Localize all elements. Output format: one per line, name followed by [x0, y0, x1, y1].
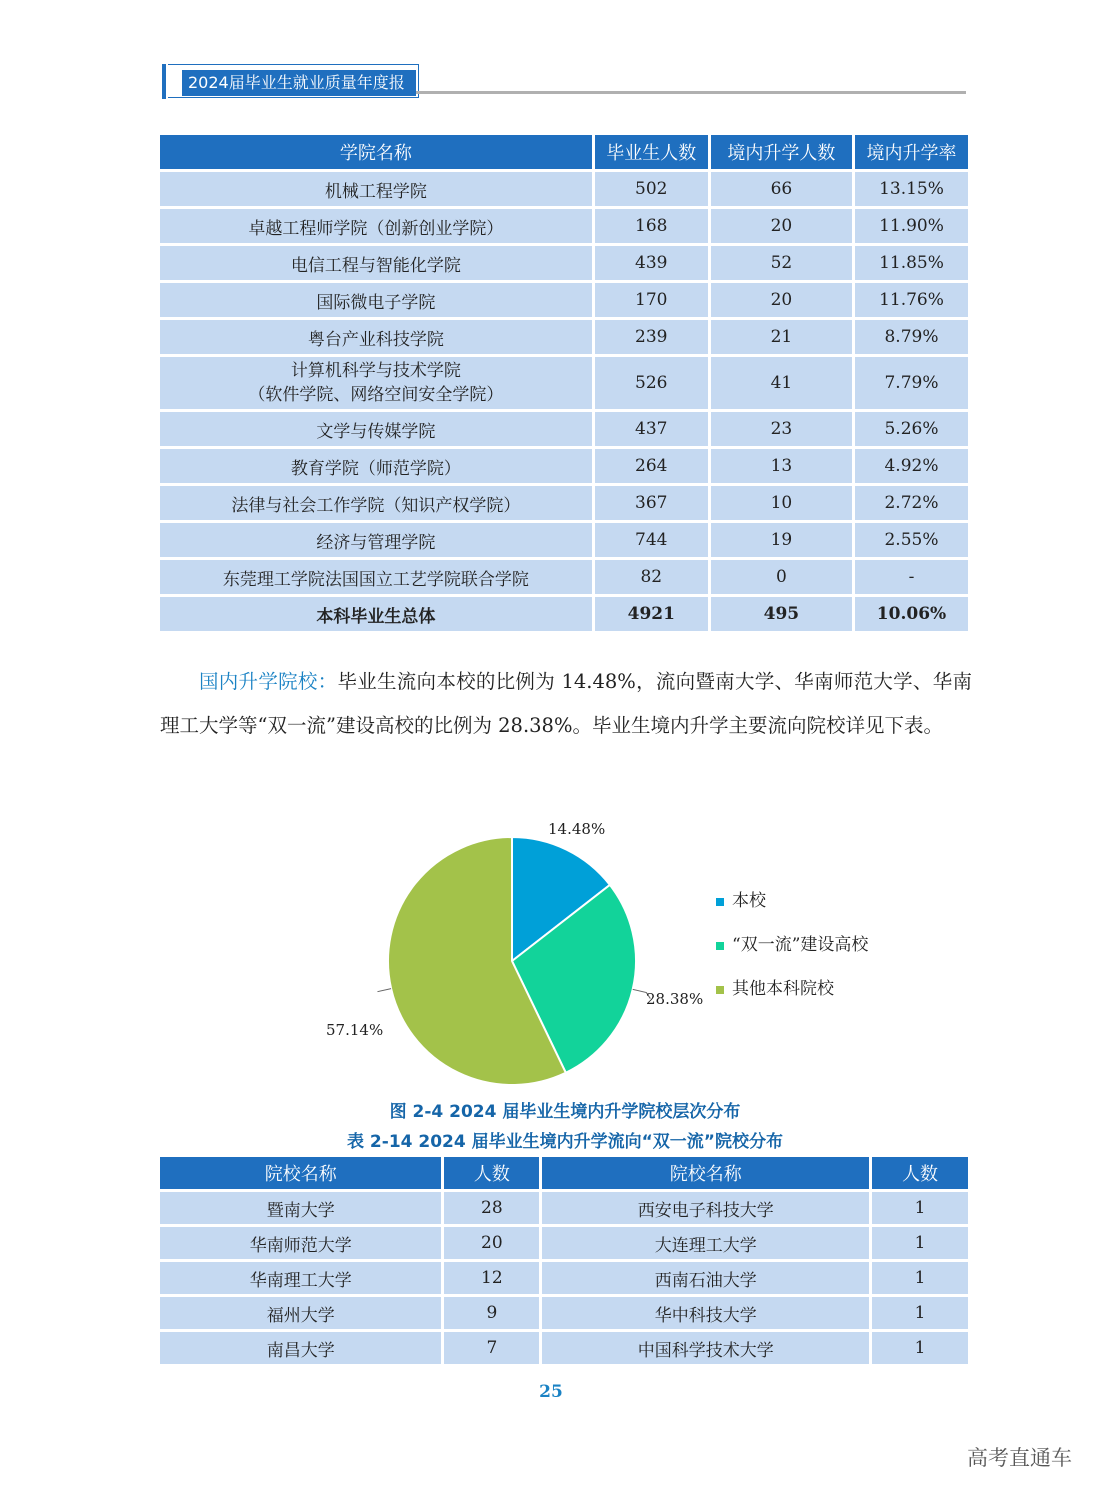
further-study-count: 41 [711, 357, 852, 409]
student-count: 20 [444, 1227, 539, 1259]
further-study-rate: 7.79% [855, 357, 968, 409]
student-count: 1 [872, 1297, 968, 1329]
student-count: 7 [444, 1332, 539, 1364]
student-count: 28 [444, 1192, 539, 1224]
table-header-row [160, 135, 968, 169]
table-row [160, 560, 968, 594]
graduate-count: 239 [595, 320, 708, 354]
legend-swatch [716, 942, 724, 950]
column-header: 毕业生人数 [595, 135, 708, 169]
legend-label: “双一流”建设高校 [732, 935, 869, 955]
table-row [160, 486, 968, 520]
graduate-count: 744 [595, 523, 708, 557]
further-study-rate: 13.15% [855, 172, 968, 206]
graduate-count: 264 [595, 449, 708, 483]
double-first-class-table [157, 1154, 971, 1367]
data-label-double-first-class: 28.38% [646, 990, 704, 1008]
table-row [160, 320, 968, 354]
student-count: 1 [872, 1227, 968, 1259]
school-name: 西安电子科技大学 [542, 1192, 869, 1224]
legend-item-benxiao [716, 886, 766, 911]
column-header: 院校名称 [542, 1157, 869, 1189]
table-row [160, 357, 968, 409]
further-study-count: 23 [711, 412, 852, 446]
school-name: 暨南大学 [160, 1192, 441, 1224]
table-row [160, 283, 968, 317]
student-count: 1 [872, 1192, 968, 1224]
further-study-rate: 4.92% [855, 449, 968, 483]
graduate-count: 502 [595, 172, 708, 206]
legend-label: 本校 [732, 891, 766, 911]
further-study-count: 21 [711, 320, 852, 354]
figure-caption: 图 2-4 2024 届毕业生境内升学院校层次分布 [389, 1102, 741, 1122]
further-study-count: 19 [711, 523, 852, 557]
school-level-pie-chart [300, 810, 720, 1100]
data-label-other: 57.14% [326, 1021, 384, 1039]
school-name: 南昌大学 [160, 1332, 441, 1364]
student-count: 1 [872, 1332, 968, 1364]
table-header-row [160, 1157, 968, 1189]
report-title: 2024届毕业生就业质量年度报告 [182, 70, 416, 96]
student-count: 1 [872, 1262, 968, 1294]
data-label-benxiao: 14.48% [548, 820, 606, 838]
total-rate: 10.06% [855, 597, 968, 631]
school-name: 华中科技大学 [542, 1297, 869, 1329]
legend-swatch [716, 986, 724, 994]
graduate-count: 526 [595, 357, 708, 409]
header-accent-bar [162, 64, 166, 99]
total-label: 本科毕业生总体 [160, 597, 592, 631]
legend-item-double-first-class [716, 930, 868, 955]
table-row [160, 1297, 968, 1329]
table-row [160, 209, 968, 243]
school-name: 中国科学技术大学 [542, 1332, 869, 1364]
further-study-count: 20 [711, 283, 852, 317]
student-count: 9 [444, 1297, 539, 1329]
further-study-rate: 2.72% [855, 486, 968, 520]
table-row [160, 172, 968, 206]
column-header: 人数 [872, 1157, 968, 1189]
college-enrollment-table [157, 132, 971, 634]
total-graduates: 4921 [595, 597, 708, 631]
graduate-count: 82 [595, 560, 708, 594]
label-leader-line [377, 989, 391, 992]
legend-swatch [716, 898, 724, 906]
further-study-rate: 8.79% [855, 320, 968, 354]
legend-item-other [716, 974, 834, 999]
further-study-count: 20 [711, 209, 852, 243]
table-row [160, 246, 968, 280]
school-name: 华南师范大学 [160, 1227, 441, 1259]
college-name: 电信工程与智能化学院 [160, 246, 592, 280]
table-row [160, 412, 968, 446]
school-name: 福州大学 [160, 1297, 441, 1329]
school-name: 西南石油大学 [542, 1262, 869, 1294]
column-header: 学院名称 [160, 135, 592, 169]
table-row [160, 1192, 968, 1224]
further-study-rate: 5.26% [855, 412, 968, 446]
graduate-count: 170 [595, 283, 708, 317]
college-name: 机械工程学院 [160, 172, 592, 206]
column-header: 人数 [444, 1157, 539, 1189]
graduate-count: 168 [595, 209, 708, 243]
graduate-count: 439 [595, 246, 708, 280]
column-header: 院校名称 [160, 1157, 441, 1189]
paragraph-text: 毕业生流向本校的比例为 14.48%，流向暨南大学、华南师范大学、华南理工大学等“双一流”建设高校的比例为 28.38%。毕业生境内升学主要流向院校详见下表。 [160, 670, 972, 737]
college-name: 东莞理工学院法国国立工艺学院联合学院 [160, 560, 592, 594]
college-name: 卓越工程师学院（创新创业学院） [160, 209, 592, 243]
college-name: 经济与管理学院 [160, 523, 592, 557]
table-row [160, 449, 968, 483]
college-name: 文学与传媒学院 [160, 412, 592, 446]
body-paragraph [160, 660, 972, 748]
school-name: 华南理工大学 [160, 1262, 441, 1294]
total-row [160, 597, 968, 631]
further-study-count: 66 [711, 172, 852, 206]
college-name: 国际微电子学院 [160, 283, 592, 317]
further-study-count: 13 [711, 449, 852, 483]
further-study-rate: 2.55% [855, 523, 968, 557]
further-study-rate: 11.90% [855, 209, 968, 243]
column-header: 境内升学率 [855, 135, 968, 169]
school-name: 大连理工大学 [542, 1227, 869, 1259]
further-study-count: 52 [711, 246, 852, 280]
page-number: 25 [539, 1382, 563, 1402]
further-study-count: 0 [711, 560, 852, 594]
college-name: 法律与社会工作学院（知识产权学院） [160, 486, 592, 520]
watermark: 高考直通车 [967, 1446, 1072, 1470]
college-name: 教育学院（师范学院） [160, 449, 592, 483]
legend-label: 其他本科院校 [732, 979, 834, 999]
table-row [160, 523, 968, 557]
table-caption: 表 2-14 2024 届毕业生境内升学流向“双一流”院校分布 [347, 1132, 783, 1152]
header-rule [416, 91, 966, 94]
graduate-count: 367 [595, 486, 708, 520]
graduate-count: 437 [595, 412, 708, 446]
table-row [160, 1332, 968, 1364]
column-header: 境内升学人数 [711, 135, 852, 169]
table-row [160, 1262, 968, 1294]
total-further-study: 495 [711, 597, 852, 631]
further-study-rate: 11.85% [855, 246, 968, 280]
college-name: 粤台产业科技学院 [160, 320, 592, 354]
further-study-count: 10 [711, 486, 852, 520]
further-study-rate: - [855, 560, 968, 594]
further-study-rate: 11.76% [855, 283, 968, 317]
paragraph-lead: 国内升学院校： [199, 670, 338, 693]
college-name: 计算机科学与技术学院 （软件学院、网络空间安全学院） [160, 357, 592, 409]
student-count: 12 [444, 1262, 539, 1294]
table-row [160, 1227, 968, 1259]
